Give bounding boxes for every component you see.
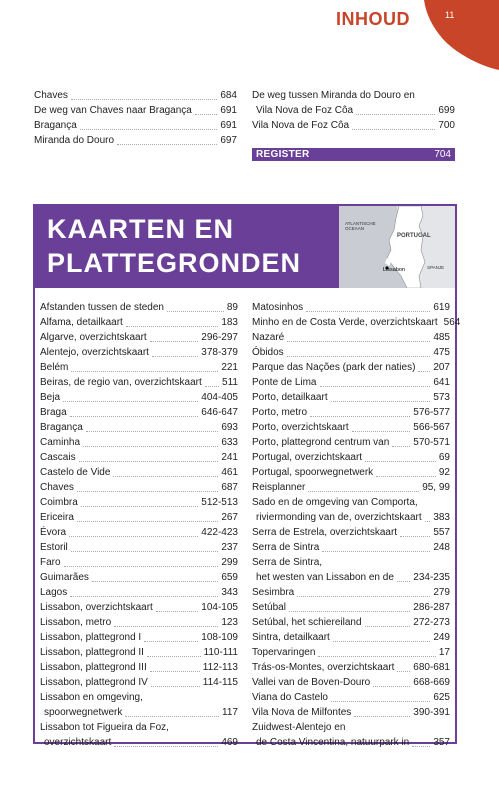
entry-page: 221: [221, 362, 238, 373]
entry-title: Sado en de omgeving van Comporta,: [252, 497, 418, 508]
map-index-entry[interactable]: [40, 585, 238, 600]
entry-page: 566-567: [413, 422, 450, 433]
entry-page: 633: [221, 437, 238, 448]
leader-dots: [352, 431, 411, 432]
map-label-lisbon: Lissabon: [383, 267, 406, 273]
entry-page: 272-273: [413, 617, 450, 628]
map-index-entry[interactable]: [252, 360, 450, 375]
leader-dots: [397, 581, 410, 582]
entry-title: Portugal, spoorwegnetwerk: [252, 467, 374, 478]
map-index-entry[interactable]: [252, 600, 450, 615]
entry-title: Castelo de Vide: [40, 467, 111, 478]
map-index-entry[interactable]: [252, 375, 450, 390]
map-index-entry[interactable]: [40, 525, 238, 540]
entry-page: 249: [433, 632, 450, 643]
entry-title: Nazaré: [252, 332, 285, 343]
entry-title: Óbidos: [252, 347, 284, 358]
entry-page: 299: [221, 557, 238, 568]
map-label-spain: SPANJE: [427, 265, 445, 270]
leader-dots: [86, 431, 219, 432]
map-index-entry[interactable]: [252, 465, 450, 480]
map-index-entry[interactable]: [40, 570, 238, 585]
entry-title: Afstanden tussen de steden: [40, 302, 164, 313]
entry-page: 485: [433, 332, 450, 343]
leader-dots: [113, 476, 218, 477]
entry-title: Vila Nova de Milfontes: [252, 707, 352, 718]
entry-title: Lissabon, plattegrond I: [40, 632, 142, 643]
map-index-entry[interactable]: [252, 540, 450, 555]
entry-page: 117: [222, 707, 238, 718]
map-index-entry[interactable]: [252, 450, 450, 465]
entry-title: Trás-os-Montes, overzichtskaart: [252, 662, 395, 673]
leader-dots: [156, 611, 198, 612]
entry-title: Zuidwest-Alentejo en: [252, 722, 346, 733]
map-index-entry[interactable]: [252, 480, 450, 495]
leader-dots: [354, 716, 410, 717]
map-index-entry[interactable]: [252, 675, 450, 690]
leader-dots: [287, 356, 431, 357]
map-index-entry[interactable]: [252, 705, 450, 720]
leader-dots: [205, 386, 219, 387]
map-index-entry[interactable]: [40, 510, 238, 525]
entry-title: Serra de Sintra,: [252, 557, 323, 568]
leader-dots: [287, 341, 430, 342]
entry-page: 357: [433, 737, 450, 748]
entry-title: Reisplanner: [252, 482, 306, 493]
map-index-entry[interactable]: [40, 690, 238, 705]
entry-page: 576-577: [413, 407, 450, 418]
map-index-entry[interactable]: [40, 660, 238, 675]
leader-dots: [114, 626, 218, 627]
entry-page: 511: [222, 377, 238, 388]
entry-page: 404-405: [201, 392, 238, 403]
entry-page: 123: [221, 617, 238, 628]
leader-dots: [425, 521, 431, 522]
leader-dots: [150, 341, 199, 342]
map-index-entry[interactable]: [40, 330, 238, 345]
toc-right-column: [252, 88, 455, 133]
map-index-entry[interactable]: [40, 630, 238, 645]
entry-title: Cascais: [40, 452, 76, 463]
map-index-entry[interactable]: [252, 300, 450, 315]
entry-title: Vallei van de Boven-Douro: [252, 677, 371, 688]
register-bar[interactable]: [252, 148, 455, 161]
entry-page: 69: [438, 452, 450, 463]
entry-page: 573: [433, 392, 450, 403]
page-corner-tab: [424, 0, 499, 70]
leader-dots: [63, 401, 198, 402]
entry-title: Lissabon, plattegrond III: [40, 662, 147, 673]
entry-title: Porto, metro: [252, 407, 308, 418]
entry-page: 625: [433, 692, 450, 703]
leader-dots: [297, 596, 430, 597]
entry-title: Matosinhos: [252, 302, 304, 313]
entry-title: Caminha: [40, 437, 81, 448]
map-index-entry[interactable]: [40, 645, 238, 660]
entry-title: Parque das Nações (park der naties): [252, 362, 416, 373]
entry-page: 95, 99: [422, 482, 450, 493]
leader-dots: [400, 536, 430, 537]
leader-dots: [144, 641, 198, 642]
entry-title: Vila Nova de Foz Côa: [252, 120, 350, 131]
entry-title: Viana do Castelo: [252, 692, 328, 703]
entry-page: 646-647: [201, 407, 238, 418]
entry-page: 112-113: [202, 662, 238, 673]
entry-title: Chaves: [40, 482, 74, 493]
leader-dots: [356, 114, 435, 115]
entry-title: Miranda do Douro: [34, 135, 115, 146]
entry-title: Guimarães: [40, 572, 89, 583]
map-label-ocean: ATLANTISCHE OCEAAN: [345, 221, 376, 231]
entry-page: 697: [220, 135, 237, 146]
entry-page: 267: [221, 512, 238, 523]
entry-title: Beja: [40, 392, 61, 403]
leader-dots: [365, 626, 411, 627]
map-label-portugal: PORTUGAL: [397, 233, 431, 239]
entry-title: Lagos: [40, 587, 68, 598]
entry-page: 684: [220, 90, 237, 101]
entry-title: Beiras, de regio van, overzichtskaart: [40, 377, 202, 388]
section-title-line2: PLATTEGRONDEN: [47, 248, 301, 278]
leader-dots: [71, 551, 219, 552]
map-index-entry[interactable]: [40, 480, 238, 495]
entry-title: Lissabon tot Figueira da Foz,: [40, 722, 169, 733]
entry-title: De weg van Chaves naar Bragança: [34, 105, 192, 116]
entry-title: overzichtskaart: [44, 737, 112, 748]
portugal-locator-map: [339, 206, 455, 288]
map-index-entry[interactable]: [40, 390, 238, 405]
entry-page: 512-513: [201, 497, 238, 508]
entry-title: de Costa Vincentina, natuurpark in: [256, 737, 410, 748]
entry-page: 619: [433, 302, 450, 313]
entry-page: 17: [438, 647, 450, 658]
leader-dots: [71, 371, 218, 372]
entry-page: 693: [221, 422, 238, 433]
map-index-entry[interactable]: [40, 420, 238, 435]
map-index-entry[interactable]: [40, 465, 238, 480]
entry-page: 641: [433, 377, 450, 388]
entry-page: 92: [438, 467, 450, 478]
leader-dots: [79, 461, 219, 462]
toc-entry[interactable]: [252, 103, 455, 118]
entry-title: De weg tussen Miranda do Douro en: [252, 90, 415, 101]
entry-page: 475: [433, 347, 450, 358]
map-index-entry[interactable]: [252, 420, 450, 435]
leader-dots: [83, 446, 218, 447]
entry-title: Topervaringen: [252, 647, 316, 658]
map-graphic: [339, 206, 455, 288]
section-title-line1: KAARTEN EN: [47, 214, 235, 244]
entry-title: Porto, detailkaart: [252, 392, 328, 403]
toc-entry[interactable]: [34, 133, 237, 148]
entry-title: Minho en de Costa Verde, overzichtskaart: [252, 317, 438, 328]
entry-title: Porto, overzichtskaart: [252, 422, 349, 433]
toc-entry[interactable]: [34, 118, 237, 133]
leader-dots: [64, 566, 219, 567]
entry-page: 343: [221, 587, 238, 598]
map-index-entry[interactable]: [252, 720, 450, 735]
entry-page: 241: [221, 452, 238, 463]
leader-dots: [331, 401, 431, 402]
entry-title: Alentejo, overzichtskaart: [40, 347, 149, 358]
entry-page: 422-423: [201, 527, 238, 538]
maps-section: [33, 204, 461, 748]
map-index-entry[interactable]: [40, 720, 238, 735]
entry-title: Ponte de Lima: [252, 377, 317, 388]
entry-page: 659: [221, 572, 238, 583]
entry-title: spoorwegnetwerk: [44, 707, 123, 718]
entry-page: 89: [226, 302, 238, 313]
map-index-entry[interactable]: [252, 690, 450, 705]
map-index-entry[interactable]: [252, 645, 450, 660]
entry-title: Lissabon en omgeving,: [40, 692, 143, 703]
entry-title: Bragança: [40, 422, 83, 433]
leader-dots: [352, 129, 435, 130]
map-index-entry[interactable]: [252, 510, 450, 525]
entry-page: 248: [433, 542, 450, 553]
map-index-entry[interactable]: [40, 555, 238, 570]
leader-dots: [70, 416, 199, 417]
map-index-entry[interactable]: [40, 735, 238, 750]
leader-dots: [320, 386, 431, 387]
map-index-entry[interactable]: [40, 300, 238, 315]
entry-title: Algarve, overzichtskaart: [40, 332, 147, 343]
entry-title: Coimbra: [40, 497, 78, 508]
chapter-title: INHOUD: [336, 9, 410, 29]
leader-dots: [331, 701, 430, 702]
map-index-entry[interactable]: [40, 315, 238, 330]
entry-title: Ericeira: [40, 512, 74, 523]
index-left-column: [40, 300, 238, 750]
entry-page: 680-681: [413, 662, 450, 673]
entry-title: Évora: [40, 527, 67, 538]
entry-title: Estoril: [40, 542, 68, 553]
entry-page: 668-669: [413, 677, 450, 688]
entry-page: 279: [433, 587, 450, 598]
map-index-entry[interactable]: [40, 705, 238, 720]
toc-entry[interactable]: [252, 118, 455, 133]
entry-title: Belém: [40, 362, 69, 373]
entry-title: Serra de Sintra: [252, 542, 320, 553]
entry-title: Faro: [40, 557, 61, 568]
map-index-entry[interactable]: [252, 570, 450, 585]
leader-dots: [152, 356, 198, 357]
leader-dots: [306, 311, 430, 312]
entry-page: 390-391: [413, 707, 450, 718]
entry-page: 207: [433, 362, 450, 373]
toc-entry[interactable]: [34, 88, 237, 103]
entry-title: Sesimbra: [252, 587, 295, 598]
entry-title: Setúbal, het schiereiland: [252, 617, 362, 628]
entry-page: 699: [438, 105, 455, 116]
entry-title: Setúbal: [252, 602, 286, 613]
map-index-entry[interactable]: [40, 435, 238, 450]
entry-title: Sintra, detailkaart: [252, 632, 330, 643]
entry-page: 564: [443, 317, 461, 328]
leader-dots: [80, 129, 218, 130]
leader-dots: [69, 536, 198, 537]
map-index-entry[interactable]: [252, 585, 450, 600]
entry-page: 286-287: [413, 602, 450, 613]
entry-page: 461: [221, 467, 238, 478]
leader-dots: [92, 581, 218, 582]
leader-dots: [308, 491, 419, 492]
leader-dots: [167, 311, 224, 312]
leader-dots: [373, 686, 410, 687]
entry-title: Lissabon, overzichtskaart: [40, 602, 153, 613]
entry-page: 104-105: [201, 602, 238, 613]
map-index-entry[interactable]: [40, 450, 238, 465]
entry-title: Serra de Estrela, overzichtskaart: [252, 527, 398, 538]
leader-dots: [392, 446, 410, 447]
leader-dots: [151, 686, 200, 687]
map-index-entry[interactable]: [40, 360, 238, 375]
map-index-entry[interactable]: [40, 540, 238, 555]
leader-dots: [376, 476, 436, 477]
map-index-entry[interactable]: [40, 375, 238, 390]
leader-dots: [70, 596, 218, 597]
entry-page: 557: [433, 527, 450, 538]
map-index-entry[interactable]: [40, 675, 238, 690]
leader-dots: [125, 716, 219, 717]
map-index-entry[interactable]: [252, 315, 461, 330]
leader-dots: [365, 461, 436, 462]
entry-page: 378-379: [201, 347, 238, 358]
leader-dots: [147, 656, 201, 657]
entry-title: Braga: [40, 407, 67, 418]
map-index-entry[interactable]: [40, 405, 238, 420]
toc-left-column: [34, 88, 237, 148]
entry-title: Alfama, detailkaart: [40, 317, 123, 328]
map-index-entry[interactable]: [252, 660, 450, 675]
entry-title: Bragança: [34, 120, 77, 131]
entry-page: 691: [220, 120, 237, 131]
leader-dots: [397, 671, 410, 672]
entry-title: Lissabon, plattegrond II: [40, 647, 144, 658]
entry-page: 383: [433, 512, 450, 523]
entry-title: het westen van Lissabon en de: [256, 572, 394, 583]
leader-dots: [412, 746, 430, 747]
map-index-entry[interactable]: [252, 390, 450, 405]
entry-title: Portugal, overzichtskaart: [252, 452, 363, 463]
map-index-entry[interactable]: [252, 630, 450, 645]
map-index-entry[interactable]: [252, 330, 450, 345]
map-index-entry[interactable]: [252, 735, 450, 750]
entry-title: Lissabon, plattegrond IV: [40, 677, 148, 688]
map-index-entry[interactable]: [252, 615, 450, 630]
map-index-entry[interactable]: [252, 435, 450, 450]
toc-entry[interactable]: [252, 88, 455, 103]
leader-dots: [318, 656, 436, 657]
entry-page: 108-109: [201, 632, 238, 643]
map-index-entry[interactable]: [252, 525, 450, 540]
leader-dots: [289, 611, 410, 612]
toc-entry[interactable]: [34, 103, 237, 118]
entry-title: Porto, plattegrond centrum van: [252, 437, 390, 448]
entry-page: 469: [221, 737, 238, 748]
leader-dots: [117, 144, 217, 145]
map-index-entry[interactable]: [252, 555, 450, 570]
map-index-entry[interactable]: [40, 600, 238, 615]
leader-dots: [114, 746, 218, 747]
entry-page: 700: [438, 120, 455, 131]
map-index-entry[interactable]: [40, 615, 238, 630]
leader-dots: [333, 641, 430, 642]
entry-page: 110-111: [203, 647, 238, 658]
page-number: 11: [445, 10, 455, 20]
entry-page: 237: [221, 542, 238, 553]
index-right-column: [252, 300, 461, 750]
leader-dots: [81, 506, 199, 507]
entry-title: Chaves: [34, 90, 68, 101]
map-index-entry[interactable]: [40, 495, 238, 510]
leader-dots: [150, 671, 200, 672]
register-label: REGISTER: [256, 149, 310, 160]
leader-dots: [77, 491, 218, 492]
leader-dots: [77, 521, 218, 522]
leader-dots: [310, 416, 410, 417]
leader-dots: [126, 326, 218, 327]
register-page: 704: [434, 149, 451, 160]
map-index-entry[interactable]: [252, 405, 450, 420]
entry-page: 570-571: [413, 437, 450, 448]
entry-page: 234-235: [413, 572, 450, 583]
entry-title: Vila Nova de Foz Côa: [256, 105, 354, 116]
entry-title: Lissabon, metro: [40, 617, 112, 628]
leader-dots: [418, 371, 430, 372]
entry-page: 687: [221, 482, 238, 493]
leader-dots: [322, 551, 430, 552]
map-index-entry[interactable]: [40, 345, 238, 360]
entry-page: 114-115: [202, 677, 238, 688]
entry-page: 183: [221, 317, 238, 328]
entry-page: 691: [220, 105, 237, 116]
entry-title: riviermonding van de, overzichtskaart: [256, 512, 422, 523]
section-banner: [35, 206, 339, 288]
leader-dots: [195, 114, 217, 115]
leader-dots: [71, 99, 217, 100]
entry-page: 296-297: [201, 332, 238, 343]
map-index-entry[interactable]: [252, 345, 450, 360]
map-index-entry[interactable]: [252, 495, 450, 510]
